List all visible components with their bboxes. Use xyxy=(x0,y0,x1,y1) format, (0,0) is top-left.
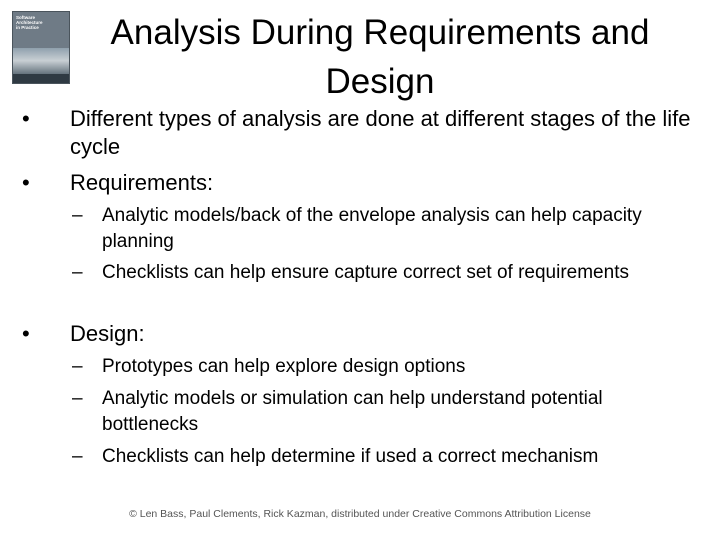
book-cover-band xyxy=(13,74,69,83)
book-cover-line: Architecture xyxy=(16,20,43,25)
sub-bullet-text: Analytic models/back of the envelope analysis can help capacity planning xyxy=(102,205,642,252)
book-cover-line: Software xyxy=(16,15,36,20)
bullet-text: Requirements: xyxy=(70,170,214,195)
sub-bullet-marker: – xyxy=(72,205,83,226)
sub-bullet-text: Checklists can help ensure capture correct set of requirements xyxy=(102,262,629,283)
bullet-text: Design: xyxy=(70,321,145,346)
book-cover-art xyxy=(13,48,69,76)
sub-bullet-text: Prototypes can help explore design options xyxy=(102,356,466,377)
slide-title-line-2: Design xyxy=(325,62,435,101)
slide-title xyxy=(90,8,670,106)
sub-bullet-marker: – xyxy=(72,262,83,283)
sub-bullet-marker: – xyxy=(72,388,83,409)
sub-bullet-item xyxy=(72,386,692,438)
book-cover-image xyxy=(12,11,70,84)
sub-bullet-item xyxy=(72,203,692,255)
book-cover-title xyxy=(16,15,50,30)
sub-bullet-item xyxy=(72,444,692,470)
slide-title-line-1: Analysis During Requirements and xyxy=(110,13,650,52)
sub-bullet-item xyxy=(72,354,692,380)
bullet-item xyxy=(22,320,702,348)
copyright-footer: © Len Bass, Paul Clements, Rick Kazman, distributed under Creative Commons Attribution License xyxy=(129,508,591,520)
sub-bullet-marker: – xyxy=(72,356,83,377)
sub-bullet-text: Analytic models or simulation can help understand potential bottlenecks xyxy=(102,388,603,435)
book-cover-line: in Practice xyxy=(16,25,39,30)
bullet-marker: • xyxy=(22,321,30,346)
bullet-item xyxy=(22,105,702,161)
sub-bullet-marker: – xyxy=(72,446,83,467)
bullet-text: Different types of analysis are done at different stages of the life cycle xyxy=(70,106,691,159)
bullet-item xyxy=(22,169,702,197)
sub-bullet-item xyxy=(72,260,692,286)
bullet-marker: • xyxy=(22,106,30,131)
bullet-marker: • xyxy=(22,170,30,195)
sub-bullet-text: Checklists can help determine if used a correct mechanism xyxy=(102,446,599,467)
